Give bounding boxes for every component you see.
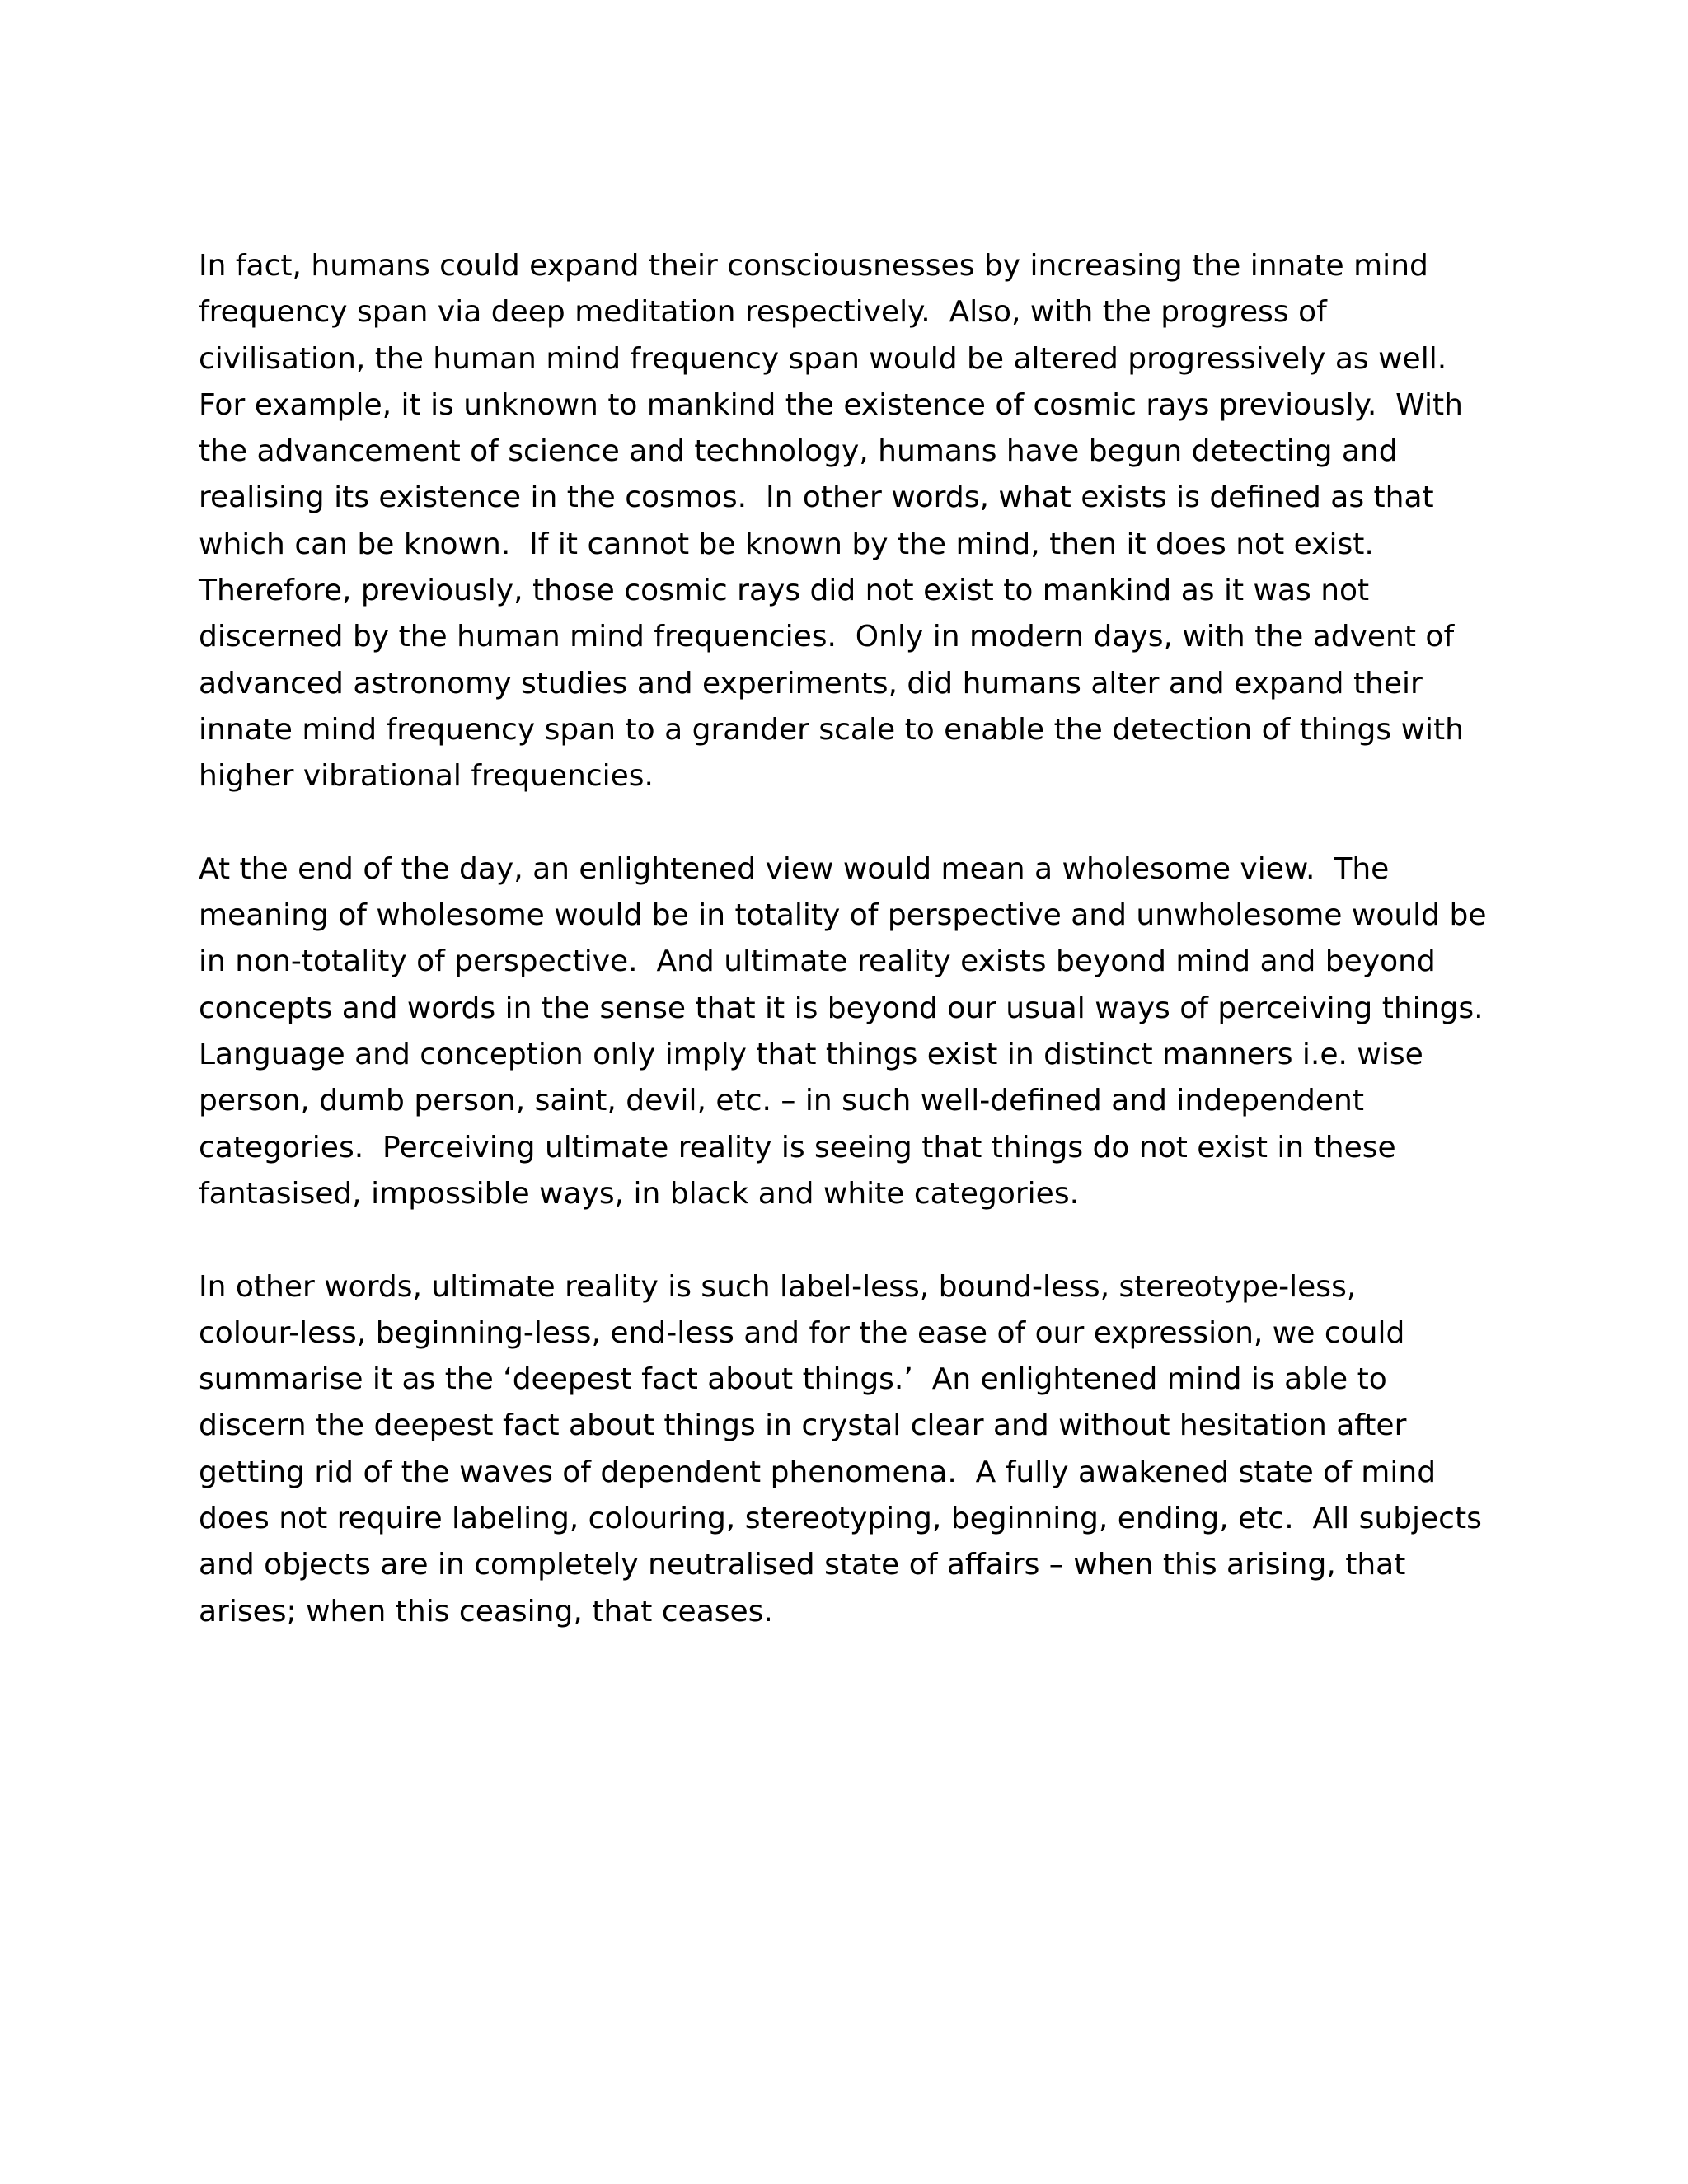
text-line: categories. Perceiving ultimate reality is seeing that things do not exist in these <box>199 1130 1396 1165</box>
text-line: does not require labeling, colouring, stereotyping, beginning, ending, etc. All subjects <box>199 1502 1482 1536</box>
text-line: Language and conception only imply that things exist in distinct manners i.e. wise <box>199 1038 1423 1072</box>
text-line: In other words, ultimate reality is such label-less, bound-less, stereotype-less, <box>199 1269 1357 1304</box>
text-line: discerned by the human mind frequencies. Only in modern days, with the advent of <box>199 620 1455 654</box>
text-line: colour-less, beginning-less, end-less and for the ease of our expression, we could <box>199 1315 1405 1350</box>
text-line: frequency span via deep meditation respectively. Also, with the progress of <box>199 295 1327 330</box>
text-line: concepts and words in the sense that it is beyond our usual ways of perceiving things. <box>199 991 1484 1025</box>
text-line: and objects are in completely neutralised state of affairs – when this arising, that <box>199 1548 1406 1582</box>
text-line: civilisation, the human mind frequency span would be altered progressively as well. <box>199 341 1447 376</box>
text-line: which can be known. If it cannot be known by the mind, then it does not exist. <box>199 527 1374 561</box>
paragraph-2 <box>199 846 1517 1217</box>
text-line: summarise it as the ‘deepest fact about things.’ An enlightened mind is able to <box>199 1362 1387 1397</box>
paragraph-1 <box>199 243 1517 800</box>
text-line: In fact, humans could expand their consciousnesses by increasing the innate mind <box>199 249 1428 283</box>
text-line: in non-totality of perspective. And ultimate reality exists beyond mind and beyond <box>199 944 1436 979</box>
text-line: innate mind frequency span to a grander scale to enable the detection of things with <box>199 712 1464 747</box>
text-line: advanced astronomy studies and experiments, did humans alter and expand their <box>199 666 1423 701</box>
text-line: At the end of the day, an enlightened view would mean a wholesome view. The <box>199 851 1390 886</box>
body-text <box>199 243 1517 1681</box>
paragraph-3 <box>199 1264 1517 1635</box>
text-line: meaning of wholesome would be in totality of perspective and unwholesome would be <box>199 898 1487 933</box>
text-line: realising its existence in the cosmos. In other words, what exists is defined as that <box>199 480 1434 515</box>
text-line: For example, it is unknown to mankind the existence of cosmic rays previously. With <box>199 387 1463 422</box>
text-line: higher vibrational frequencies. <box>199 759 654 794</box>
text-line: discern the deepest fact about things in crystal clear and without hesitation after <box>199 1408 1407 1443</box>
text-line: the advancement of science and technology, humans have begun detecting and <box>199 434 1398 469</box>
text-line: person, dumb person, saint, devil, etc. – in such well-defined and independent <box>199 1084 1364 1118</box>
text-line: arises; when this ceasing, that ceases. <box>199 1594 773 1629</box>
text-line: Therefore, previously, those cosmic rays did not exist to mankind as it was not <box>199 574 1370 608</box>
text-line: fantasised, impossible ways, in black and white categories. <box>199 1176 1080 1211</box>
text-line: getting rid of the waves of dependent phenomena. A fully awakened state of mind <box>199 1455 1437 1489</box>
